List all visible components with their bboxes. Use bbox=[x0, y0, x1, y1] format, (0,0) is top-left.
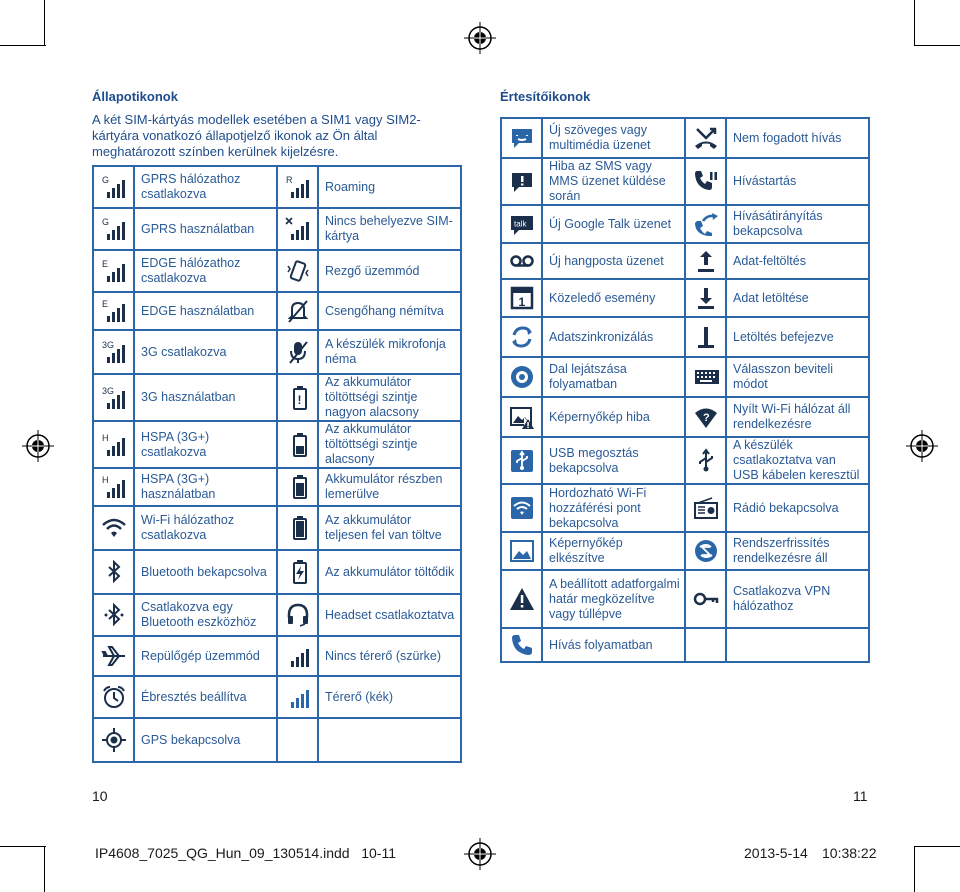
label-cell: Nincs behelyezve SIM-kártya bbox=[318, 208, 461, 250]
data-limit-warning-icon bbox=[509, 586, 535, 612]
icon-cell bbox=[685, 532, 726, 570]
icon-cell bbox=[277, 374, 318, 421]
label-cell: USB megosztás bekapcsolva bbox=[542, 437, 685, 484]
label-cell: Wi-Fi hálózathoz csatlakozva bbox=[134, 506, 277, 550]
label-cell: GPRS használatban bbox=[134, 208, 277, 250]
icon-cell bbox=[93, 506, 134, 550]
svg-text:3G: 3G bbox=[101, 385, 114, 396]
label-cell: 3G használatban bbox=[134, 374, 277, 421]
table-row bbox=[93, 166, 461, 208]
label-cell: Az akkumulátor töltődik bbox=[318, 550, 461, 594]
label-cell: A beállított adatforgalmi határ megközelítve vagy túllépve bbox=[542, 570, 685, 628]
icon-cell bbox=[277, 250, 318, 292]
notification-icons-heading: Értesítőikonok bbox=[500, 89, 591, 104]
table-row bbox=[93, 374, 461, 421]
svg-text:H: H bbox=[101, 432, 108, 443]
icon-cell bbox=[277, 594, 318, 636]
label-cell: Ébresztés beállítva bbox=[134, 676, 277, 718]
table-row bbox=[501, 118, 869, 158]
icon-cell bbox=[277, 292, 318, 330]
icon-cell bbox=[277, 421, 318, 468]
label-cell: Nincs térerő (szürke) bbox=[318, 636, 461, 676]
icon-cell bbox=[685, 118, 726, 158]
no-sim-icon bbox=[285, 216, 311, 242]
voicemail-icon bbox=[509, 248, 535, 274]
icon-cell bbox=[93, 166, 134, 208]
table-row bbox=[93, 330, 461, 374]
svg-text:E: E bbox=[101, 299, 108, 309]
label-cell: HSPA (3G+) csatlakozva bbox=[134, 421, 277, 468]
keyboard-icon bbox=[693, 364, 719, 390]
table-row bbox=[93, 506, 461, 550]
table-row bbox=[93, 636, 461, 676]
icon-cell bbox=[501, 628, 542, 662]
icon-cell bbox=[501, 279, 542, 317]
gprs-in-use-icon bbox=[101, 216, 127, 242]
icon-cell bbox=[93, 676, 134, 718]
icon-cell bbox=[93, 550, 134, 594]
icon-cell bbox=[93, 374, 134, 421]
open-wifi-icon bbox=[693, 404, 719, 430]
footer-date: 2013-5-14 bbox=[744, 845, 808, 861]
icon-cell bbox=[685, 279, 726, 317]
label-cell: Adatszinkronizálás bbox=[542, 317, 685, 357]
label-cell: Hordozható Wi-Fi hozzáférési pont bekapcsolva bbox=[542, 484, 685, 532]
table-row bbox=[501, 357, 869, 397]
3g-in-use-icon bbox=[101, 385, 127, 411]
icon-cell bbox=[501, 118, 542, 158]
svg-text:G: G bbox=[101, 175, 109, 185]
icon-cell bbox=[501, 437, 542, 484]
icon-cell bbox=[93, 468, 134, 506]
icon-cell bbox=[277, 676, 318, 718]
label-cell: Rendszerfrissítés rendelkezésre áll bbox=[726, 532, 869, 570]
battery-partial-icon bbox=[285, 474, 311, 500]
icon-cell bbox=[277, 550, 318, 594]
svg-text:H: H bbox=[101, 475, 108, 485]
icon-cell bbox=[501, 357, 542, 397]
sms-mms-icon bbox=[509, 125, 535, 151]
icon-cell bbox=[93, 636, 134, 676]
hspa-connected-icon bbox=[101, 432, 127, 458]
icon-cell bbox=[685, 357, 726, 397]
notification-icons-table bbox=[500, 117, 870, 663]
icon-cell bbox=[501, 532, 542, 570]
label-cell: Hiba az SMS vagy MMS üzenet küldése során bbox=[542, 158, 685, 205]
hspa-in-use-icon bbox=[101, 474, 127, 500]
calendar-icon bbox=[509, 285, 535, 311]
label-cell: EDGE hálózathoz csatlakozva bbox=[134, 250, 277, 292]
label-cell: Képernyőkép elkészítve bbox=[542, 532, 685, 570]
table-row bbox=[501, 437, 869, 484]
label-cell: HSPA (3G+) használatban bbox=[134, 468, 277, 506]
icon-cell bbox=[93, 250, 134, 292]
icon-cell bbox=[93, 718, 134, 762]
label-cell: GPRS hálózathoz csatlakozva bbox=[134, 166, 277, 208]
label-cell: Adat-feltöltés bbox=[726, 243, 869, 279]
call-hold-icon bbox=[693, 169, 719, 195]
wifi-connected-icon bbox=[101, 515, 127, 541]
registration-mark-left bbox=[22, 430, 54, 462]
edge-in-use-icon bbox=[101, 298, 127, 324]
label-cell: Letöltés befejezve bbox=[726, 317, 869, 357]
label-cell: Képernyőkép hiba bbox=[542, 397, 685, 437]
icon-cell bbox=[277, 208, 318, 250]
alarm-icon bbox=[101, 684, 127, 710]
usb-icon bbox=[693, 448, 719, 474]
battery-very-low-icon bbox=[285, 385, 311, 411]
upload-icon bbox=[693, 248, 719, 274]
label-cell: Hívás folyamatban bbox=[542, 628, 685, 662]
mic-muted-icon bbox=[285, 339, 311, 365]
svg-text:3G: 3G bbox=[101, 340, 114, 350]
gprs-connected-icon bbox=[101, 174, 127, 200]
screenshot-error-icon bbox=[509, 404, 535, 430]
icon-cell bbox=[501, 317, 542, 357]
airplane-icon bbox=[101, 643, 127, 669]
icon-cell bbox=[93, 594, 134, 636]
label-cell: A készülék mikrofonja néma bbox=[318, 330, 461, 374]
icon-cell bbox=[501, 484, 542, 532]
page-number-left: 10 bbox=[92, 788, 108, 804]
table-row bbox=[501, 279, 869, 317]
headset-icon bbox=[285, 602, 311, 628]
label-cell: Új hangposta üzenet bbox=[542, 243, 685, 279]
label-cell: Az akkumulátor töltöttségi szintje alacsony bbox=[318, 421, 461, 468]
sms-error-icon bbox=[509, 169, 535, 195]
registration-mark-bottom bbox=[464, 838, 496, 870]
table-row bbox=[501, 484, 869, 532]
label-cell: Csatlakozva egy Bluetooth eszközhöz bbox=[134, 594, 277, 636]
vpn-key-icon bbox=[693, 586, 719, 612]
table-row bbox=[501, 397, 869, 437]
table-row bbox=[93, 550, 461, 594]
table-row bbox=[93, 208, 461, 250]
call-forward-icon bbox=[693, 211, 719, 237]
label-cell: Az akkumulátor töltöttségi szintje nagyon alacsony bbox=[318, 374, 461, 421]
icon-cell bbox=[685, 205, 726, 243]
label-cell: A készülék csatlakoztatva van USB kábelen keresztül bbox=[726, 437, 869, 484]
label-cell: Csatlakozva VPN hálózathoz bbox=[726, 570, 869, 628]
icon-cell bbox=[685, 437, 726, 484]
table-row bbox=[93, 676, 461, 718]
registration-mark-right bbox=[906, 430, 938, 462]
vibrate-icon bbox=[285, 258, 311, 284]
no-signal-icon bbox=[285, 643, 311, 669]
signal-icon bbox=[285, 684, 311, 710]
svg-text:R: R bbox=[285, 175, 292, 185]
label-cell: Headset csatlakoztatva bbox=[318, 594, 461, 636]
label-cell: Közeledő esemény bbox=[542, 279, 685, 317]
system-update-icon bbox=[693, 538, 719, 564]
page-number-right: 11 bbox=[853, 788, 868, 804]
icon-cell bbox=[501, 397, 542, 437]
table-row bbox=[501, 243, 869, 279]
icon-cell bbox=[277, 330, 318, 374]
battery-low-icon bbox=[285, 432, 311, 458]
label-cell: Hívásátirányítás bekapcsolva bbox=[726, 205, 869, 243]
svg-text:!: ! bbox=[297, 392, 301, 407]
label-cell: Bluetooth bekapcsolva bbox=[134, 550, 277, 594]
label-cell: Új Google Talk üzenet bbox=[542, 205, 685, 243]
footer-filename: IP4608_7025_QG_Hun_09_130514.indd 10-11 bbox=[95, 845, 396, 861]
label-cell bbox=[318, 718, 461, 762]
usb-share-icon bbox=[509, 448, 535, 474]
status-icons-heading: Állapotikonok bbox=[92, 89, 178, 104]
table-row bbox=[93, 594, 461, 636]
gps-icon bbox=[101, 727, 127, 753]
call-in-progress-icon bbox=[509, 632, 535, 658]
svg-text:1: 1 bbox=[518, 295, 525, 309]
music-play-icon bbox=[509, 364, 535, 390]
icon-cell bbox=[501, 570, 542, 628]
icon-cell bbox=[685, 158, 726, 205]
label-cell: Rádió bekapcsolva bbox=[726, 484, 869, 532]
download-done-icon bbox=[693, 324, 719, 350]
label-cell: GPS bekapcsolva bbox=[134, 718, 277, 762]
edge-connected-icon bbox=[101, 258, 127, 284]
icon-cell bbox=[501, 243, 542, 279]
icon-cell bbox=[93, 421, 134, 468]
icon-cell bbox=[93, 208, 134, 250]
icon-cell bbox=[685, 397, 726, 437]
icon-cell bbox=[93, 292, 134, 330]
label-cell: EDGE használatban bbox=[134, 292, 277, 330]
battery-full-icon bbox=[285, 515, 311, 541]
3g-connected-icon bbox=[101, 339, 127, 365]
label-cell: Nem fogadott hívás bbox=[726, 118, 869, 158]
missed-call-icon bbox=[693, 125, 719, 151]
icon-cell bbox=[501, 205, 542, 243]
label-cell: Rezgő üzemmód bbox=[318, 250, 461, 292]
status-icons-intro: A két SIM-kártyás modellek esetében a SIM1 vagy SIM2-kártyára vonatkozó állapotjelző ikonok az Ön által meghatározott színben kerülnek kijelzésre. bbox=[92, 112, 421, 159]
icon-cell bbox=[277, 718, 318, 762]
label-cell: Hívástartás bbox=[726, 158, 869, 205]
radio-icon bbox=[693, 495, 719, 521]
label-cell: Csengőhang némítva bbox=[318, 292, 461, 330]
battery-charging-icon bbox=[285, 559, 311, 585]
icon-cell bbox=[277, 506, 318, 550]
icon-cell bbox=[277, 166, 318, 208]
table-row bbox=[501, 628, 869, 662]
bluetooth-on-icon bbox=[101, 559, 127, 585]
screenshot-done-icon bbox=[509, 538, 535, 564]
svg-text:E: E bbox=[101, 259, 108, 269]
table-row bbox=[501, 570, 869, 628]
icon-cell bbox=[93, 330, 134, 374]
table-row bbox=[93, 468, 461, 506]
icon-cell bbox=[685, 243, 726, 279]
table-row bbox=[93, 718, 461, 762]
label-cell: Repülőgép üzemmód bbox=[134, 636, 277, 676]
label-cell: Új szöveges vagy multimédia üzenet bbox=[542, 118, 685, 158]
table-row bbox=[501, 158, 869, 205]
hotspot-icon bbox=[509, 495, 535, 521]
table-row bbox=[93, 250, 461, 292]
svg-text:?: ? bbox=[702, 412, 710, 424]
ringer-muted-icon bbox=[285, 298, 311, 324]
icon-cell bbox=[277, 636, 318, 676]
label-cell: Roaming bbox=[318, 166, 461, 208]
svg-text:talk: talk bbox=[513, 219, 526, 229]
registration-mark-top bbox=[464, 22, 496, 54]
roaming-icon bbox=[285, 174, 311, 200]
label-cell: Dal lejátszása folyamatban bbox=[542, 357, 685, 397]
svg-text:G: G bbox=[101, 217, 109, 227]
sync-icon bbox=[509, 324, 535, 350]
label-cell: Térerő (kék) bbox=[318, 676, 461, 718]
label-cell: Akkumulátor részben lemerülve bbox=[318, 468, 461, 506]
label-cell bbox=[726, 628, 869, 662]
icon-cell bbox=[685, 628, 726, 662]
table-row bbox=[93, 292, 461, 330]
icon-cell bbox=[685, 317, 726, 357]
google-talk-icon bbox=[509, 211, 535, 237]
table-row bbox=[501, 532, 869, 570]
icon-cell bbox=[277, 468, 318, 506]
label-cell: Az akkumulátor teljesen fel van töltve bbox=[318, 506, 461, 550]
icon-cell bbox=[685, 484, 726, 532]
table-row bbox=[93, 421, 461, 468]
bluetooth-connected-icon bbox=[101, 602, 127, 628]
status-icons-table bbox=[92, 165, 462, 763]
label-cell: Adat letöltése bbox=[726, 279, 869, 317]
icon-cell bbox=[685, 570, 726, 628]
footer-time: 10:38:22 bbox=[822, 845, 877, 861]
table-row bbox=[501, 317, 869, 357]
table-row bbox=[501, 205, 869, 243]
label-cell: 3G csatlakozva bbox=[134, 330, 277, 374]
download-icon bbox=[693, 285, 719, 311]
label-cell: Válasszon beviteli módot bbox=[726, 357, 869, 397]
icon-cell bbox=[501, 158, 542, 205]
label-cell: Nyílt Wi-Fi hálózat áll rendelkezésre bbox=[726, 397, 869, 437]
